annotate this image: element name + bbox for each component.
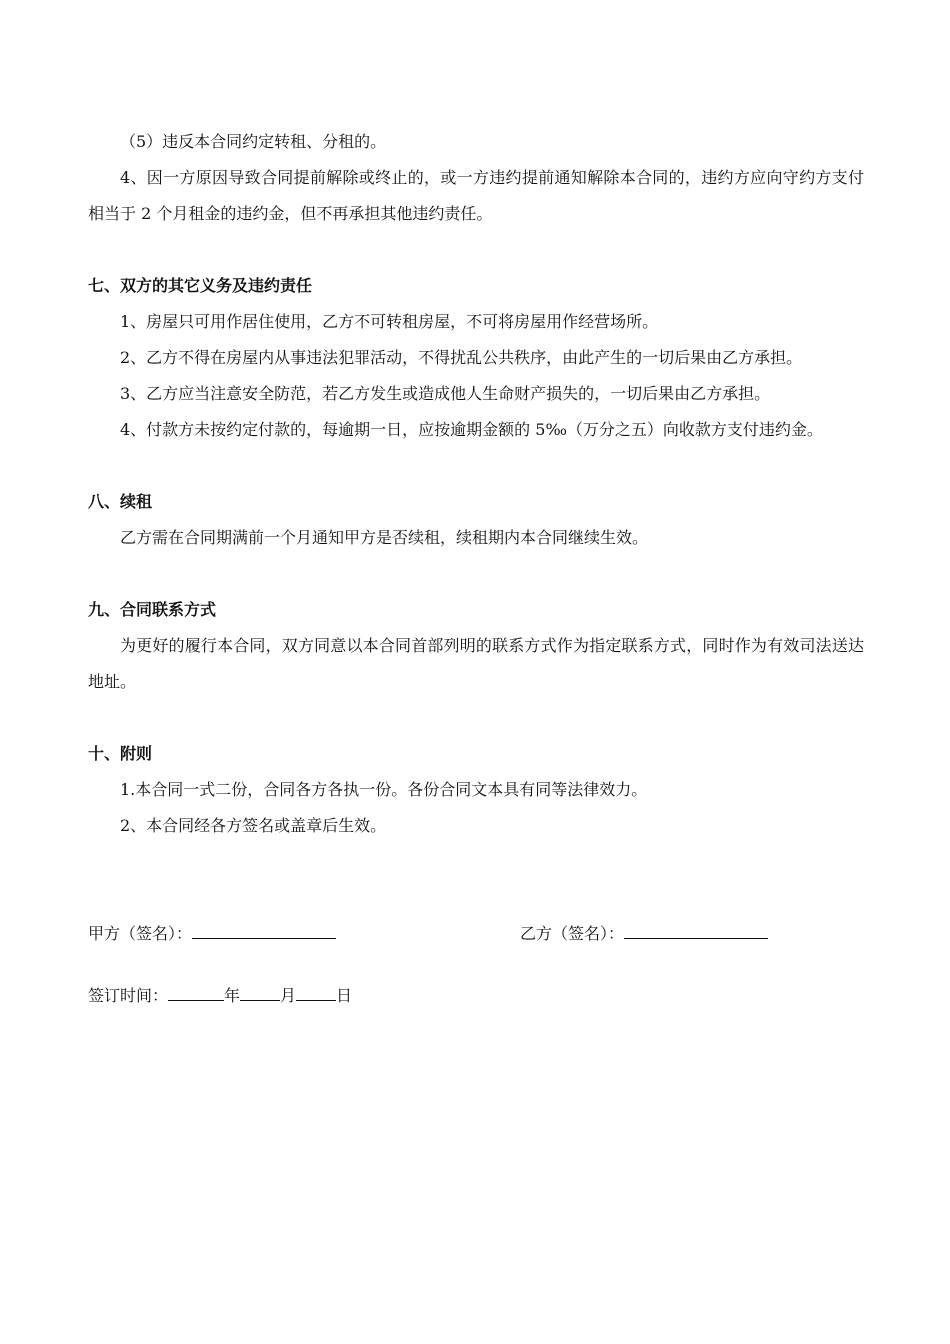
section-10-item: 2、本合同经各方签名或盖章后生效。 [120,816,387,835]
section-9-text: 为更好的履行本合同，双方同意以本合同首部列明的联系方式作为指定联系方式，同时作为有效司法送达地址。 [88,636,864,691]
party-b-label: 乙方（签名）： [520,924,625,943]
month-blank[interactable] [240,982,280,1001]
section-10-heading: 十、附则 [88,744,153,763]
section-10-item: 1.本合同一式二份，合同各方各执一份。各份合同文本具有同等法律效力。 [120,780,648,799]
signature-row [88,916,864,952]
year-blank[interactable] [168,982,224,1001]
date-label: 签订时间： [88,986,169,1005]
day-unit: 日 [336,986,353,1005]
party-a-signature-line[interactable] [192,920,336,939]
section-7-heading: 七、双方的其它义务及违约责任 [88,276,313,295]
party-b-signature-line[interactable] [624,920,768,939]
month-unit: 月 [280,986,297,1005]
section-8-text: 乙方需在合同期满前一个月通知甲方是否续租，续租期内本合同继续生效。 [120,528,649,547]
year-unit: 年 [224,986,241,1005]
section-9-heading: 九、合同联系方式 [88,600,217,619]
clause-6-item-5: （5）违反本合同约定转租、分租的。 [120,132,387,151]
day-blank[interactable] [296,982,336,1001]
section-7-item: 2、乙方不得在房屋内从事违法犯罪活动，不得扰乱公共秩序，由此产生的一切后果由乙方承担。 [120,348,803,367]
section-7-item: 3、乙方应当注意安全防范，若乙方发生或造成他人生命财产损失的，一切后果由乙方承担。 [120,384,771,403]
section-7-item: 1、房屋只可用作居住使用，乙方不可转租房屋，不可将房屋用作经营场所。 [120,312,659,331]
section-8-heading: 八、续租 [88,492,153,511]
party-a-signature [88,916,520,952]
section-7-item: 4、付款方未按约定付款的，每逾期一日，应按逾期金额的 5‰（万分之五）向收款方支付违约金。 [120,420,823,439]
party-b-signature [520,916,768,952]
party-a-label: 甲方（签名）： [88,924,193,943]
clause-6-item-4: 4、因一方原因导致合同提前解除或终止的，或一方违约提前通知解除本合同的，违约方应向守约方支付相当于 2 个月租金的违约金，但不再承担其他违约责任。 [88,168,864,223]
contract-page [88,124,864,1014]
signing-date [88,978,864,1014]
